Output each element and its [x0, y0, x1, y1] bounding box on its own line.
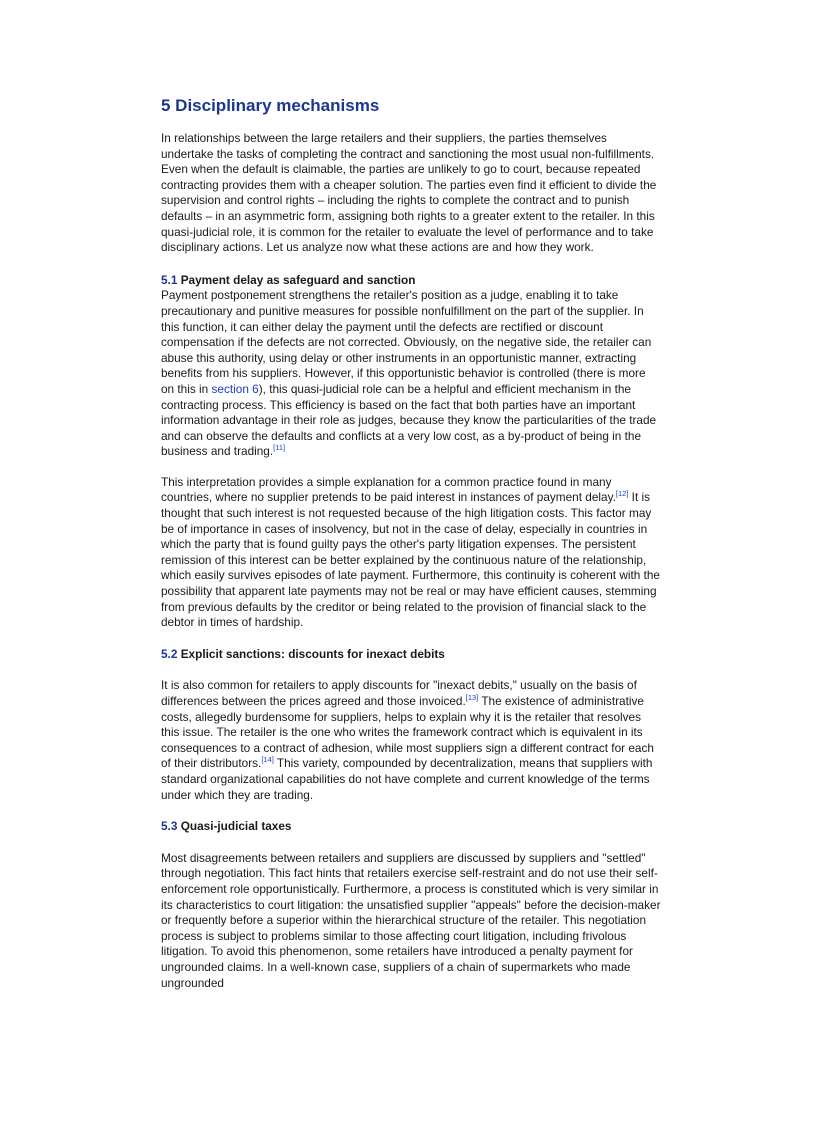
- text-run: Payment postponement strengthens the retailer's position as a judge, enabling it to take precautionary and punitive measures for possible nonfulfillment on the part of the supplier. In this function, it can either delay the payment until the defects are rectified or discount compensation if the defects are not corrected. Obviously, on the negative side, the retailer can abuse this authority, using delay or other instruments in an opportunistic manner, extracting benefits from his suppliers. However, if this opportunistic behavior is controlled (there is more on this in: [161, 288, 652, 396]
- text-run: The existence of administrative costs, allegedly burdensome for suppliers, helps to explain why it is the retailer that resolves this issue. The retailer is the one who writes the framework contract which is equivalent in its consequences to a contract of adhesion, while most suppliers sign a different contract for each of their distributors.: [161, 694, 654, 771]
- subsection-number: 5.2: [161, 646, 178, 661]
- paragraph-5-2: [161, 678, 661, 803]
- section-title: 5 Disciplinary mechanisms: [161, 96, 380, 115]
- section-6-link[interactable]: section 6: [211, 381, 259, 396]
- subsection-title: Quasi-judicial taxes: [180, 819, 292, 834]
- subsection-heading-5-3: [161, 819, 661, 835]
- text-run: ), this quasi-judicial role can be a helpful and efficient mechanism in the contracting process. This efficiency is based on the fact that both parties have an important information advantage in their role as judges, because they know the particularities of the trade and can observe the defaults and conflicts at a very low cost, as a by-product of being in the business and trading.: [161, 381, 657, 459]
- document-page: [161, 96, 661, 991]
- footnote-link-11[interactable]: [11]: [273, 443, 286, 453]
- text-run: It is also common for retailers to apply discounts for "inexact debits," usually on the basis of differences between the prices agreed and those invoiced.: [161, 678, 637, 708]
- subsection-number: 5.3: [161, 819, 178, 834]
- subsection-heading-5-1: [161, 273, 661, 289]
- intro-paragraph: In relationships between the large retailers and their suppliers, the parties themselves undertake the tasks of completing the contract and sanctioning the most usual non-fulfillments. Even when the default is claimable, the parties are unlikely to go to court, because repeated contracting provides them with a cheaper solution. The parties even find it efficient to divide the supervision and control rights – including the rights to complete the contract and to punish defaults – in an asymmetric form, assigning both rights to a greater extent to the retailer. In this quasi-judicial role, it is common for the retailer to evaluate the level of performance and to take disciplinary actions. Let us analyze now what these actions are and how they work.: [161, 131, 657, 255]
- footnote-link-13[interactable]: [13]: [465, 693, 479, 702]
- text-run: This interpretation provides a simple explanation for a common practice found in many countries, where no supplier pretends to be paid interest in instances of payment delay.: [161, 474, 616, 505]
- subsection-title: Explicit sanctions: discounts for inexact debits: [180, 646, 445, 661]
- paragraph-5-1-b: [161, 475, 661, 631]
- footnote-link-14[interactable]: [14]: [261, 755, 274, 765]
- subsection-number: 5.1: [161, 272, 178, 287]
- text-run: It is thought that such interest is not requested because of the high litigation costs. This factor may be of importance in cases of insolvency, but not in the case of delay, especially in countries in which the party that is found guilty pays the other's party litigation expenses. The persistent remission of this interest can be better explained by the continuous nature of the relationship, which easily survives episodes of late payment. Furthermore, this continuity is coherent with the possibility that apparent late payments may not be real or may have efficient causes, stemming from previous defaults by the creditor or being related to the provision of financial slack to the debtor in times of hardship.: [161, 490, 660, 630]
- paragraph-5-1-a: [161, 288, 661, 460]
- paragraph-5-3: Most disagreements between retailers and suppliers are discussed by suppliers and "settled" through negotiation. This fact hints that retailers exercise self-restraint and do not use their self-enforcement role opportunistically. Furthermore, a process is constituted which is very similar in its characteristics to court litigation: the unsatisfied supplier "appeals" before the decision-maker or frequently before a superior within the hierarchical structure of the retailer. This negotiation process is subject to problems similar to those affecting court litigation, including frivolous litigation. To avoid this phenomenon, some retailers have introduced a penalty payment for ungrounded claims. In a well-known case, suppliers of a chain of supermarkets who made ungrounded: [161, 850, 661, 990]
- subsection-heading-5-2: [161, 647, 661, 663]
- text-run: This variety, compounded by decentralization, means that suppliers with standard organizational capabilities do not have complete and current knowledge of the terms under which they are trading.: [161, 756, 653, 802]
- subsection-title: Payment delay as safeguard and sanction: [180, 272, 416, 287]
- footnote-link-12[interactable]: [12]: [615, 489, 629, 499]
